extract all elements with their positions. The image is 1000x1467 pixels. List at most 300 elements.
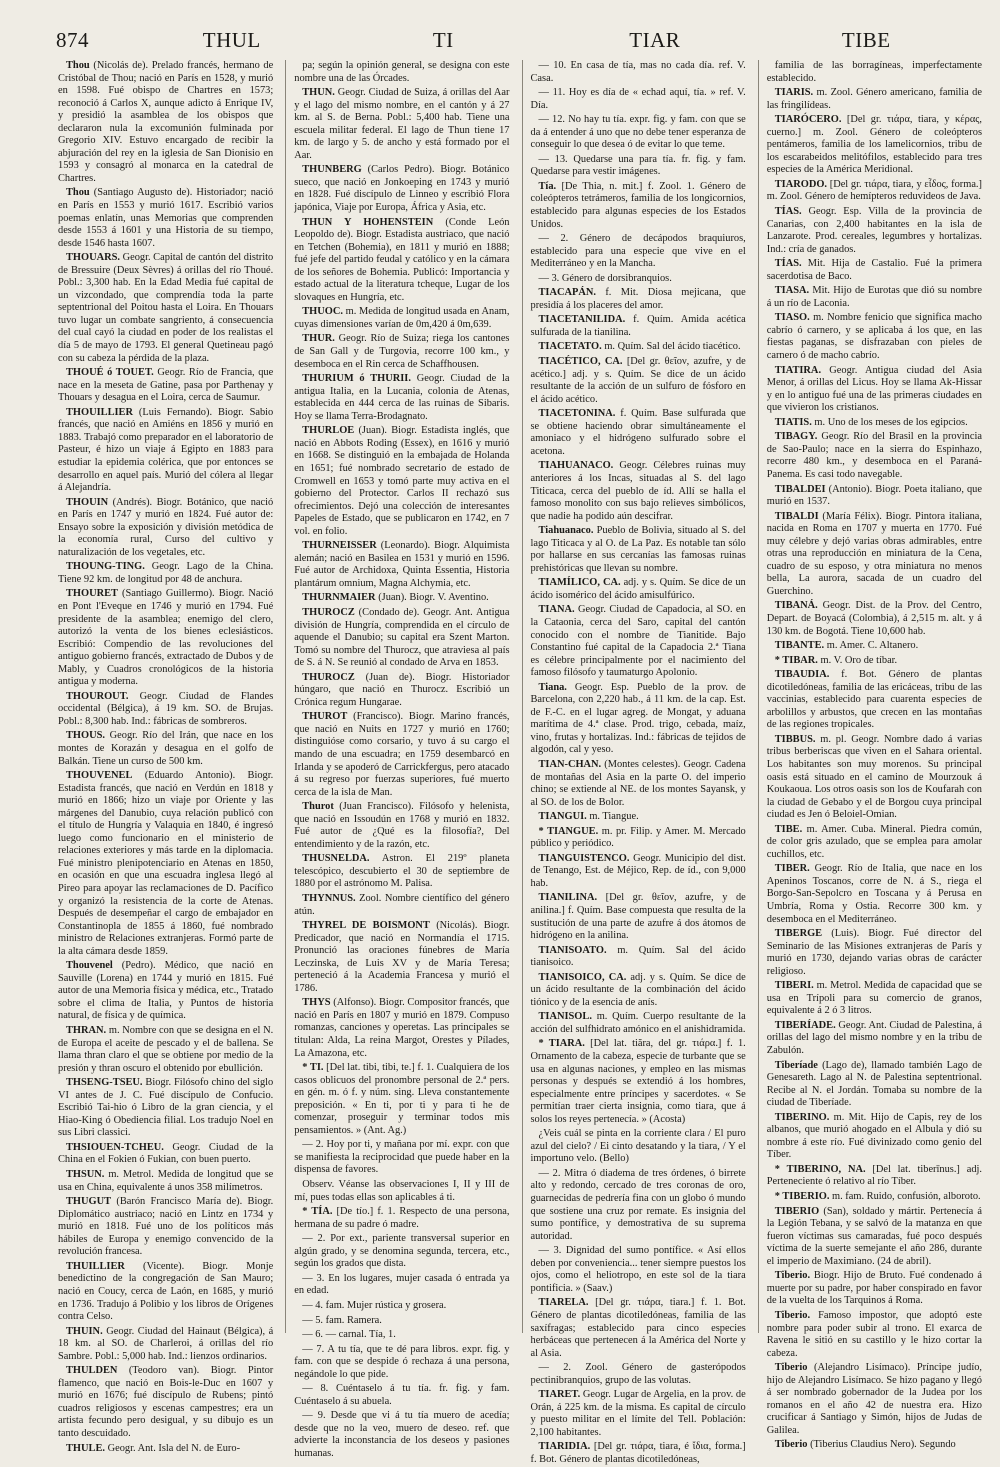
- dictionary-entry: [531, 114, 746, 152]
- dictionary-entry: [767, 655, 982, 668]
- entry-headword: Tiberíade: [774, 1059, 818, 1071]
- entry-headword: TIARODO.: [774, 178, 827, 190]
- dictionary-entry: [58, 1077, 273, 1140]
- entry-headword: TIBALDEI: [774, 483, 826, 495]
- entry-headword: TIACAPÁN.: [538, 287, 596, 299]
- entry-headword: TÍAS.: [774, 258, 802, 270]
- entry-headword: TIBERI.: [774, 980, 814, 992]
- entry-headword: THUROCZ: [302, 671, 355, 683]
- dictionary-entry: [58, 960, 273, 1023]
- entry-headword: THOUARS.: [66, 252, 120, 264]
- entry-headword: * TIBERIO.: [774, 1191, 830, 1203]
- dictionary-entry: [294, 592, 509, 605]
- entry-headword: THUSNELDA.: [302, 853, 370, 865]
- entry-text: m. fam. Ruido, confusión, alboroto.: [832, 1191, 981, 1203]
- dictionary-entry: [58, 691, 273, 729]
- entry-headword: TIARIDIA.: [538, 1441, 591, 1453]
- entry-text: [Del gr. τιάρα, tiara, é ἴδια, forma.] f. Bot. Género de plantas dicotiledóneas,: [530, 1441, 746, 1465]
- entry-headword: TIATIS.: [774, 416, 812, 428]
- entry-headword: THSIOUEN-TCHEU.: [66, 1141, 164, 1153]
- entry-text: m. Medida de longitud usada en Anam, cuyas dimensiones varían de 0m,420 á 0m,639.: [294, 306, 510, 330]
- guide-word-2: TI: [432, 28, 454, 52]
- dictionary-entry: [58, 1196, 273, 1259]
- dictionary-entry: [531, 811, 746, 824]
- dictionary-entry: [767, 114, 982, 177]
- dictionary-entry: [58, 1261, 273, 1324]
- entry-headword: THURLOE: [302, 425, 355, 437]
- dictionary-entry: [294, 1206, 509, 1231]
- entry-headword: * TI.: [302, 1062, 324, 1074]
- entry-headword: TIBANTE.: [774, 640, 825, 652]
- entry-headword: THYNNUS.: [302, 893, 356, 904]
- entry-headword: * TIBERINO, NA.: [774, 1163, 866, 1175]
- entry-text: ¿Veis cuál se pinta en la corriente clara / El puro azul del cielo? / Ei cinto desatando y la tiara, / Y el importuno velo. (Bello): [530, 1128, 746, 1165]
- dictionary-entry: [294, 853, 509, 891]
- entry-headword: Tiberio: [774, 1439, 808, 1451]
- guide-word-4: TIBE: [841, 28, 891, 52]
- dictionary-entry: [58, 1326, 273, 1364]
- entry-text: familia de las borragíneas, imperfectamente establecido.: [766, 60, 982, 84]
- entry-headword: THURNEISSER: [302, 540, 377, 552]
- entry-text: m. Mit. Hijo de Capis, rey de los albanos, que murió ahogado en el Albula y dió su nombre á este río. Fué divinizado como genio del Tíber.: [766, 1111, 982, 1161]
- dictionary-entry: [767, 824, 982, 862]
- entry-headword: TIANISOL.: [538, 1011, 592, 1023]
- entry-text: (Nicolás). Biogr. Predicador, que nació en Normandía el 1715. Pronunció las oraciones fúnebres de María Leczinska, de Luis XV y de María Teresa; perteneció á la Academia Francesa y murió el 1786.: [294, 920, 510, 994]
- dictionary-entry: [767, 365, 982, 415]
- entry-headword: THUILLIER: [66, 1260, 125, 1272]
- entry-text: — 2. Género de decápodos braquiuros, establecido para una especie que vive en el Mediterráneo y en la Mancha.: [530, 233, 746, 270]
- entry-headword: THOUVENEL: [66, 770, 133, 782]
- entry-text: (Alejandro Lisímaco). Príncipe judío, hijo de Alejandro Lisímaco. Se hizo pagano y llegó á ser nombrado gobernador de la Judea por los romanos en el año 42 de nuestra era. Hizo crucificar á Santiago y Simón, hijos de Judas de Galilea.: [766, 1362, 982, 1436]
- dictionary-entry: [767, 285, 982, 310]
- entry-text: (Juan). Biogr. Estadista inglés, que nació en Abbots Roding (Essex), en 1616 y murió en 1668. Se distinguió en la embajada de Holanda en 1651; fué nombrado secretario de estado de Cromwell en 1653 y tomó parte muy activa en el gobierno del Protector. Carlos II rechazó sus ofrecimientos. Dejó una colección de interesantes Papeles de Estado, que se publicaron en 1742, en 7 vol. en folio.: [294, 425, 510, 537]
- dictionary-entry: [767, 206, 982, 256]
- entry-text: Biogr. Filósofo chino del siglo VI antes de J. C. Fué discípulo de Confucio. Escribió Tai-hio ó Libro de la gran ciencia, y el Hiao-King ó Obediencia filial. Los tradujo Noel en sus Libri classici.: [58, 1077, 274, 1139]
- entry-text: (Leonardo). Biogr. Alquimista alemán; nació en Basilea en 1531 y murió en 1596. Fué autor de Archidoxa, Quinta Essentia, Historia plantárum omnium, Magna Alchymia, etc.: [294, 540, 510, 589]
- guide-word-3: TIAR: [629, 28, 681, 52]
- dictionary-entry: [767, 1362, 982, 1437]
- entry-text: Geogr. Río de Francia, que nace en la meseta de Gatine, pasa por Parthenay y Thouars y desagua en el Loira, cerca de Saumur.: [58, 367, 274, 404]
- column-1: [58, 60, 274, 1454]
- dictionary-entry: [531, 341, 746, 354]
- entry-headword: THSENG-TSEU.: [66, 1077, 143, 1089]
- dictionary-entry: [767, 600, 982, 638]
- dictionary-entry: [294, 1383, 509, 1408]
- dictionary-entry: [294, 1233, 509, 1271]
- dictionary-entry: [294, 373, 509, 423]
- entry-headword: Tiana.: [538, 681, 567, 693]
- dictionary-entry: [294, 1315, 509, 1328]
- entry-headword: THUROCZ: [302, 606, 355, 618]
- entry-text: — 9. Desde que vi á tu tía muero de acedía; desde que no la veo, muero de deseo. ref. que advierte la inconstancia de los deseos y pasiones humanas.: [294, 1410, 510, 1459]
- dictionary-entry: [531, 525, 746, 575]
- dictionary-entry: [58, 1169, 273, 1194]
- entry-text: m. Quím. Sal del ácido tiacético.: [604, 341, 741, 353]
- dictionary-entry: [531, 1362, 746, 1387]
- entry-headword: Tiberio.: [774, 1309, 811, 1321]
- entry-headword: THYREL DE BOISMONT: [302, 920, 430, 932]
- entry-text: (Carlos Pedro). Biogr. Botánico sueco, que nació en Jonkoeping en 1743 y murió en 1828. Fué discípulo de Linneo y escribió Flora japónica, Viaje por Europa, África y Asia, etc.: [294, 164, 510, 214]
- entry-text: Zool. Nombre científico del género atún.: [294, 893, 510, 917]
- dictionary-entry: [531, 945, 746, 970]
- entry-text: (Barón Francisco María de). Biogr. Diplomático austriaco; nació en Lintz en 1734 y murió en 1818. Fué uno de los políticos más hábiles de Europa y enemigo convencido de la revolución francesa.: [58, 1196, 274, 1258]
- entry-text: (Santiago Guillermo). Biogr. Nació en Pont l'Eveque en 1746 y murió en 1794. Fué presidente de la asamblea; enemigo del clero, autorizó la venta de los bienes eclesiásticos. Escribió: Compendio de las revoluciones del antiguo gobierno francés, extractado de Dubos y de Mably, y Cuadros cronológicos de la historia antigua y moderna.: [58, 588, 274, 688]
- dictionary-entry: [531, 972, 746, 1010]
- dictionary-entry: [767, 1060, 982, 1110]
- entry-headword: TIBANÁ.: [774, 600, 818, 612]
- dictionary-entry: [58, 1025, 273, 1075]
- entry-headword: TIACETANILIDA.: [538, 314, 626, 326]
- dictionary-entry: [294, 1300, 509, 1313]
- entry-text: m. Quím. Sal del ácido tianisoico.: [530, 944, 746, 969]
- entry-text: (Francisco). Biogr. Marino francés, que nació en Nuits en 1727 y murió en 1760; distinguióse como corsario, y tuvo á su cargo el mando de una escuadra; en 1759 desembarcó en Irlanda y se apoderó de Carrickfergus, pero atacado á su regreso por fuerzas superiores, fué muerto cerca de la isla de Man.: [294, 711, 510, 798]
- entry-headword: THOUÉ ó TOUET.: [66, 367, 154, 379]
- entry-text: Geogr. Río de Italia, que nace en los Apeninos Toscanos, corre de N. á S., riega el Borgo-San-Sepolcro en Toscana y á Perusa en Umbría, Roma y Ostia. Recorre 300 km. y desemboca en el Mediterráneo.: [766, 863, 982, 925]
- entry-headword: TIANGUISTENCO.: [538, 852, 630, 864]
- entry-text: m. Quím. Cuerpo resultante de la acción del sulfhidrato amónico en el anishidramida.: [530, 1011, 746, 1035]
- entry-text: — 8. Cuéntaselo á tu tía. fr. fig. y fam. Cuéntaselo á su abuela.: [294, 1383, 510, 1407]
- dictionary-entry: [294, 540, 509, 590]
- dictionary-entry: [58, 252, 273, 365]
- entry-text: — 2. Mitra ó diadema de tres órdenes, ó birrete alto y redondo, cercado de tres coronas de oro, guarnecidas de pedrería fina con un globo ó mundo que sostiene una cruz por remate. Es insignia del sumo pontífice, y demostrativa de su suprema autoridad.: [530, 1167, 746, 1242]
- entry-text: [Del lat. tiăra, del gr. τιάρα.] f. 1. Ornamento de la cabeza, especie de turbante que se usa en algunas naciones, y empleo en las mismas personas y después se extendió á los hombres, especialmente entre príncipes y sacerdotes. « Se permitían traer cierta insignia, como tiara, que á solos los reyes pertenecía. » (Acosta): [530, 1038, 746, 1125]
- entry-text: — 12. No hay tu tía. expr. fig. y fam. con que se da á entender á uno que no debe tener esperanza de conseguir lo que desea ó de evitar lo que teme.: [530, 114, 746, 151]
- dictionary-entry: [531, 604, 746, 679]
- page-number: 874: [56, 28, 89, 52]
- page-header: [56, 28, 972, 58]
- dictionary-entry: [767, 1164, 982, 1189]
- dictionary-entry: [767, 484, 982, 509]
- entry-text: — 7. A tu tía, que te dé para libros. expr. fig. y fam. con que se despide ó rechaza á una persona, negándole lo que pide.: [294, 1343, 510, 1380]
- entry-headword: THURNMAIER: [302, 592, 376, 604]
- dictionary-entry: [767, 1020, 982, 1058]
- entry-headword: TIBER.: [774, 863, 810, 875]
- entry-headword: TIBERIO: [774, 1205, 820, 1217]
- dictionary-entry: [531, 1168, 746, 1243]
- entry-text: (Antonio). Biogr. Poeta italiano, que murió en 1537.: [766, 483, 982, 508]
- entry-text: m. Metrol. Medida de longitud que se usa en China, equivalente á unos 358 milímetros.: [58, 1169, 274, 1193]
- entry-text: [Del gr. τιάρα, tiara, y κέρας, cuerno.] m. Zool. Género de coleópteros pentámeros, familia de los lamelicornios, tribu de los escarabeidos melitófilos, establecido para tres especies de la América Meridional.: [766, 114, 982, 176]
- entry-text: — 4. fam. Mujer rústica y grosera.: [302, 1299, 447, 1311]
- entry-text: (Santiago Augusto de). Historiador; nació en París en 1553 y murió 1617. Escribió varios poemas enlatín, unas Memorias que comprenden desde 1553 á 1601 y una Historia de su tiempo, desde 1546 hasta 1607.: [58, 187, 274, 249]
- entry-text: f. Bot. Género de plantas dicotiledóneas, familia de las ericáceas, tribu de las vaccinias, establecido para cuarenta especies de arbolillos y arbustos, que crecen en las montañas de las regiones tropicales.: [766, 669, 982, 731]
- column-2: [285, 60, 510, 1459]
- dictionary-entry: [294, 1410, 509, 1460]
- dictionary-entry: [767, 431, 982, 481]
- entry-headword: * TIANGUE.: [538, 825, 599, 837]
- dictionary-entry: [767, 1310, 982, 1360]
- entry-headword: THYS: [302, 997, 331, 1009]
- dictionary-entry: [531, 577, 746, 602]
- dictionary-entry: [294, 217, 509, 305]
- entry-text: m. Nombre fenicio que significa macho cabrío ó carnero, y se aplicaba á los que, en las fiestas paganas, se disfrazaban con pieles de carnero ó de macho cabrío.: [766, 312, 982, 362]
- dictionary-entry: [531, 314, 746, 339]
- dictionary-entry: [767, 179, 982, 204]
- entry-text: m. pl. Geogr. Nombre dado á varias tribus berberiscas que viven en el Sahara oriental. Los habitantes son muy morenos. Su principal oasis está situado en el camino de Mourzouk á Koukaoua. Los otros oasis son los de Koufarah con la ciudad de Gebabo y el de Borgou cuya principal ciudad es Jen ó Beloiel-Omian.: [766, 733, 982, 821]
- entry-text: Geogr. Río de Suiza; riega los cantones de San Gall y de Turgovia, recorre 100 km., y desemboca en el Rin cerca de Schaffhousen.: [294, 333, 510, 370]
- entry-headword: TIACETONINA.: [538, 408, 616, 420]
- dictionary-entry: [767, 863, 982, 926]
- dictionary-entry: [531, 1038, 746, 1126]
- entry-text: (Vicente). Biogr. Monje benedictino de la congregación de San Mauro; nació en Coucy, cerca de Laón, en 1685, y murió en 1736. Tradujo á Polibio y los libros de Orígenes contra Celso.: [58, 1260, 274, 1323]
- entry-headword: THUGUT: [66, 1196, 112, 1208]
- entry-headword: Thouvenel: [66, 960, 113, 972]
- entry-headword: Tía.: [538, 180, 557, 192]
- entry-text: — 3. Dignidad del sumo pontífice. « Así ellos deben por conveniencia... tener siempre puestos los ojos, como el heliotropo, en este sol de la tiara pontificia. » (Saav.): [530, 1245, 746, 1294]
- entry-text: — 3. En los lugares, mujer casada ó entrada ya en edad.: [294, 1272, 510, 1297]
- entry-headword: TÍAS.: [774, 206, 802, 218]
- dictionary-entry: [58, 1443, 273, 1456]
- entry-headword: TIAMÍLICO, CA.: [538, 577, 621, 589]
- entry-headword: * TÍA.: [302, 1206, 333, 1218]
- entry-headword: Tiberio.: [774, 1270, 811, 1282]
- entry-text: Geogr. Municipio del dist. de Tenango, Est. de Méjico, Rep. de íd., con 9,000 hab.: [530, 852, 746, 889]
- entry-headword: * TIBAR.: [774, 654, 818, 666]
- dictionary-entry: [531, 233, 746, 271]
- entry-text: Geogr. Río del Brasil en la provincia de Sao-Paulo; nace en la sierra do Espinhazo, recorre 480 km., y desemboca en el Paraná-Panema. Es casi todo navegable.: [766, 431, 982, 480]
- entry-text: (Teodoro van). Biogr. Pintor flamenco, que nació en Bois-le-Duc en 1607 y murió en 1676; fué discípulo de Rubens; pintó cuadros religiosos y escenas campestres; era un artista fecundo pero desigual, y su dibujo es un tanto descuidado.: [58, 1365, 274, 1439]
- dictionary-entry: [294, 607, 509, 670]
- dictionary-entry: [294, 672, 509, 710]
- dictionary-entry: [531, 1441, 746, 1466]
- dictionary-entry: [531, 1245, 746, 1295]
- entry-text: Geogr. Río del Irán, que nace en los montes de Korazán y desagua en el golfo de Balkán. Tiene un curso de 500 km.: [58, 730, 274, 767]
- entry-headword: TIBBUS.: [774, 733, 816, 745]
- dictionary-entry: [294, 920, 509, 995]
- entry-headword: TIAN-CHAN.: [538, 758, 602, 770]
- entry-text: — 2. Zool. Género de gasterópodos pectinibranquios, grupo de las volutas.: [530, 1362, 746, 1386]
- entry-text: m. Zool. Género americano, familia de las fringilídeas.: [766, 87, 982, 111]
- entry-text: [Del gr. θεῖον, azufre, y de acético.] adj. y s. Quím. Se dice de un ácido resultante de la acción de un sulfuro de fósforo en el ácido acético.: [530, 356, 746, 405]
- entry-headword: TIBERÍADE.: [774, 1019, 836, 1031]
- entry-headword: THOUS.: [66, 730, 105, 742]
- entry-text: Geogr. Antigua ciudad del Asia Menor, á orillas del Licus. Hoy se llama Ak-Hissar y en lo antiguo fué una de las primeras ciudades en que vivieron los cristianos.: [766, 364, 982, 414]
- entry-text: [De Thia, n. mit.] f. Zool. 1. Género de coleópteros tetrámeros, familia de los longicornios, establecido para algunas especies de los Estados Unidos.: [530, 180, 746, 230]
- entry-headword: TIARÓCERO.: [774, 114, 842, 126]
- entry-text: [Del gr. θεῖον, azufre, y de anilina.] f. Quím. Base compuesta que resulta de la sustitución de una parte de azufre á dos átomos de hidrógeno en la anilina.: [530, 892, 746, 942]
- entry-headword: THSUN.: [66, 1169, 105, 1181]
- dictionary-entry: [531, 408, 746, 458]
- entry-headword: THUN Y HOHENSTEIN: [302, 216, 434, 228]
- dictionary-entry: [767, 417, 982, 430]
- entry-headword: THUIN.: [66, 1325, 103, 1337]
- dictionary-entry: [294, 425, 509, 538]
- entry-text: Geogr. Esp. Pueblo de la prov. de Barcelona, con 2,220 hab., á 11 km. de la cap. Est. de F.-C. en el lugar agreg. de Mongat, y aduana marítima de 4.ª clase. Prod. trigo, cebada, maíz, vino, frutas y hortalizas. Ind.: fábricas de tejidos de algodón, cal y yeso.: [530, 681, 746, 756]
- entry-text: f. Mit. Diosa mejicana, que presidía á los placeres del amor.: [530, 287, 746, 311]
- entry-text: (Juan Francisco). Filósofo y helenista, que nació en Issoudún en 1768 y murió en 1832. Fué autor de ¿Qué es la filosofía?, Del entendimiento y de la razón, etc.: [294, 801, 510, 850]
- dictionary-entry: [531, 181, 746, 231]
- dictionary-entry: [767, 1270, 982, 1308]
- dictionary-entry: [531, 60, 746, 85]
- entry-text: Geogr. Ant. Ciudad de Palestina, á orillas del lago del mismo nombre y en la tribu de Zabulón.: [766, 1019, 982, 1057]
- entry-text: m. Metrol. Medida de capacidad que se usa en Trípoli para su comercio de granos, equivalente á 2 ó 3 litros.: [766, 980, 982, 1017]
- dictionary-entry: [531, 892, 746, 942]
- entry-text: Geogr. Ciudad de Flandes occidental (Bélgica), á 19 km. SO. de Brujas. Pobl.: 8,300 hab. Ind.: fábricas de sombreros.: [58, 690, 274, 727]
- entry-headword: TIANISOATO.: [538, 944, 607, 956]
- entry-headword: TIBERGE: [774, 928, 823, 940]
- entry-text: — 2. Hoy por ti, y mañana por mí. expr. con que se manifiesta la reciprocidad que puede haber en la dispensa de favores.: [294, 1139, 510, 1176]
- dictionary-entry: [531, 682, 746, 757]
- entry-headword: TIARELA.: [538, 1297, 589, 1309]
- entry-text: [Del lat. tibi, tibi, te.] f. 1. Cualquiera de los casos oblicuos del pronombre personal de 2.ª pers. en gén. m. ó f. y núm. sing. Lleva constantemente preposición. « En ti, por ti y para ti he de comenzar, proseguir y terminar todos mis pensamientos. » (Ant. Ag.): [294, 1062, 510, 1136]
- entry-headword: TIAHUANACO.: [538, 460, 614, 472]
- entry-text: Mit. Hija de Castalio. Fué la primera sacerdotisa de Baco.: [766, 258, 982, 282]
- entry-headword: THULE.: [66, 1442, 105, 1454]
- entry-text: Geogr. Lago de la China. Tiene 92 km. de longitud por 48 de anchura.: [58, 561, 274, 585]
- entry-headword: Thou: [66, 187, 90, 199]
- entry-text: m. Uno de los meses de los egipcios.: [814, 416, 968, 428]
- entry-headword: TIANGUI.: [538, 811, 587, 823]
- entry-text: adj. y s. Quím. Se dice de un ácido resultante de la combinación del ácido tiónico y de la esencia de anís.: [530, 971, 746, 1008]
- entry-headword: TIASO.: [774, 312, 810, 324]
- dictionary-entry: [767, 1112, 982, 1162]
- dictionary-entry: [294, 711, 509, 799]
- entry-text: (Lago de), llamado también Lago de Genesareth. Lago al N. de Palestina septentrional. Recibe al N. el Jordán. Tomaba su nombre de la ciudad de Tiberíade.: [766, 1059, 982, 1109]
- dictionary-entry: [58, 60, 273, 185]
- dictionary-entry: [767, 669, 982, 732]
- entry-text: — 5. fam. Ramera.: [302, 1314, 382, 1326]
- entry-headword: TIANILINA.: [538, 892, 598, 904]
- dictionary-entry: [767, 928, 982, 978]
- entry-headword: TIARET.: [538, 1389, 581, 1401]
- entry-text: (Alfonso). Biogr. Compositor francés, que nació en París en 1807 y murió en 1879. Compuso romanzas, canciones y operetas. Las principales se titulan: Alda, La reina Margot, Orestes y Pílades, La Amazona, etc.: [294, 997, 510, 1059]
- entry-text: Geogr. Ciudad de la China en el Fokien ó Fukian, con buen puerto.: [58, 1141, 274, 1166]
- entry-text: Geogr. Ciudad de Suiza, á orillas del Aar y el lago del mismo nombre, en el cantón y á 27 km. al S. de Berna. Pobl.: 5,400 hab. Tiene una escuela militar federal. El lago de Thun tiene 17 km. de largo y 5. de ancho y está formado por el Aar.: [294, 87, 510, 161]
- entry-text: Geogr. Esp. Villa de la provincia de Canarias, con 2,400 habitantes en la isla de Lanzarote. Prod. cereales, legumbres y hortalizas. Ind.: cría de ganados.: [766, 206, 982, 255]
- dictionary-entry: [531, 87, 746, 112]
- entry-text: Biogr. Hijo de Bruto. Fué condenado á muerte por su padre, por haber conspirado en favor de la vuelta de los Tarquinos á Roma.: [766, 1270, 982, 1307]
- dictionary-entry: [294, 60, 509, 85]
- column-3: [522, 60, 746, 1465]
- dictionary-entry: [294, 164, 509, 214]
- entry-text: (Conde León Leopoldo de). Biogr. Estadista austriaco, que nació en Tetchen (Bohemia), en 1811 y murió en 1888; fué jefe del partido feudal y católico y en la cámara de los señores de Bohemia. Publicó: Importancia y estado actual de la literatura tcheque, Lugar de los slovaques en Hungría, etc.: [294, 216, 510, 303]
- dictionary-entry: [531, 273, 746, 286]
- entry-headword: THUR.: [302, 333, 335, 345]
- dictionary-entry: [531, 759, 746, 809]
- entry-headword: * TIARA.: [538, 1038, 585, 1050]
- entry-text: (María Félix). Biogr. Pintora italiana, nacida en Roma en 1707 y muerta en 1770. Fué muy célebre y dejó varias obras admirables, entre otras una reproducción en miniatura de la Cena, cuadro de su esposo, y otra miniatura no menos bella, La aurora, sacada de un cuadro del Guerchino.: [766, 510, 982, 597]
- entry-headword: THOUIN: [66, 496, 109, 508]
- column-4: [758, 60, 982, 1451]
- entry-headword: TIBALDI: [774, 510, 819, 522]
- dictionary-entry: [767, 1439, 982, 1452]
- entry-headword: THRAN.: [66, 1025, 107, 1037]
- entry-headword: THOURET: [66, 588, 118, 600]
- entry-text: (Luis Fernando). Biogr. Sabio francés, que nació en Amiéns en 1856 y murió en 1883. Trabajó como preparador en el laboratorio de Pasteur, é hizo un viaje á Egipto en 1883 para estudiar la epidemia colérica, que por entonces se desarrollo en aquel país. Murió del cólera al llegar á Alejandría.: [58, 406, 274, 494]
- entry-text: m. Nombre con que se designa en el N. de Europa el aceite de pescado y el de ballena. Se llama thran claro el que se obtiene por medio de la presión y thran oscuro el obtenido por ebullición.: [58, 1025, 274, 1074]
- dictionary-entry: [294, 1273, 509, 1298]
- entry-headword: THUN.: [302, 87, 335, 99]
- entry-headword: THOUROUT.: [66, 690, 129, 702]
- columns: [58, 60, 982, 1465]
- entry-text: — 11. Hoy es día de « echad aquí, tía. » ref. V. Día.: [530, 87, 746, 111]
- entry-text: (Andrés). Biogr. Botánico, que nació en París en 1747 y murió en 1824. Fué autor de: Ensayo sobre la exposición y división metódica de la economía rural, Curso del cultivo y naturalización de los vegetales, etc.: [58, 496, 274, 558]
- dictionary-entry: [294, 87, 509, 162]
- entry-text: m. V. Oro de tíbar.: [820, 654, 898, 666]
- entry-headword: THOUILLIER: [66, 406, 133, 418]
- entry-text: Geogr. Ciudad de la antigua Italia, en la Lucania, colonia de Atenas, establecida en 444 cerca de las ruinas de Sibaris. Hoy se llama Terra-Brodagnato.: [294, 373, 510, 422]
- entry-text: Geogr. Dist. de la Prov. del Centro, Depart. de Boyacá (Colombia), á 2,515 m. alt. y á 130 km. de Bogotá. Tiene 10,600 hab.: [766, 600, 982, 637]
- dictionary-entry: [531, 853, 746, 891]
- entry-headword: THULDEN: [66, 1365, 118, 1377]
- entry-text: (Luis). Biogr. Fué director del Seminario de las Misiones extranjeras de París y murió en 1730, dejando varias obras de carácter religioso.: [766, 928, 982, 977]
- dictionary-entry: [294, 1329, 509, 1342]
- entry-text: (Juan de). Biogr. Historiador húngaro, que nació en Thurocz. Escribió un Crónica regum Hungarae.: [294, 671, 510, 708]
- entry-text: m. Amer. C. Altanero.: [826, 640, 919, 652]
- dictionary-entry: [294, 1344, 509, 1382]
- entry-headword: THUROT: [302, 711, 348, 723]
- entry-text: [Del lat. tiberīnus.] adj. Perteneciente ó relativo al río Tíber.: [766, 1163, 982, 1188]
- entry-text: m. Tiangue.: [589, 811, 639, 823]
- entry-text: [De tío.] f. 1. Respecto de una persona, hermana de su padre ó madre.: [294, 1206, 510, 1230]
- entry-headword: TIBAGY.: [774, 431, 818, 443]
- entry-headword: Thurot: [302, 801, 334, 813]
- entry-text: — 13. Quedarse una para tía. fr. fig. y fam. Quedarse para vestir imágenes.: [530, 153, 746, 178]
- dictionary-entry: [531, 287, 746, 312]
- entry-headword: TIATIRA.: [774, 364, 822, 376]
- entry-text: Observ. Véanse las observaciones I, II y III de mí, pues todas ellas son aplicables á ti.: [294, 1179, 510, 1203]
- entry-text: (Montes celestes). Geogr. Cadena de montañas del Asia en la parte O. del imperio chino; se extiende al NE. de los montes Sayansk, y al SO. de los de Bolor.: [530, 758, 746, 808]
- dictionary-entry: [58, 497, 273, 560]
- dictionary-entry: [294, 801, 509, 851]
- entry-text: Geogr. Capital de cantón del distrito de Bressuire (Deux Sèvres) á orillas del río Thoué. Pobl.: 3,300 hab. En la Edad Media fué capital de un vizcondado, que comprendía toda la parte septentrional del Poitou hasta el Loira. En Thouars tuvo lugar un combate sangriento, á consecuencia del cual cayó la ciudad en poder de los realistas el día 5 de mayo de 1793. El general Quetineau pagó con su cabeza la pérdida de la plaza.: [58, 252, 274, 364]
- dictionary-entry: [767, 511, 982, 599]
- dictionary-entry: [531, 154, 746, 179]
- entry-headword: Thou: [66, 60, 90, 71]
- dictionary-entry: [58, 730, 273, 768]
- dictionary-entry: [294, 1062, 509, 1137]
- dictionary-entry: [58, 561, 273, 586]
- entry-headword: TIANA.: [538, 604, 575, 616]
- entry-text: Geogr. Lugar de Argelia, en la prov. de Orán, á 225 km. de la misma. Es capital de círculo y puesto militar en el límite del Tell. Población: 2,100 habitantes.: [530, 1389, 746, 1438]
- dictionary-entry: [767, 258, 982, 283]
- dictionary-entry: [58, 407, 273, 495]
- dictionary-entry: [58, 1142, 273, 1167]
- dictionary-entry: [294, 1139, 509, 1177]
- entry-headword: TIBERINO.: [774, 1111, 830, 1123]
- dictionary-entry: [294, 997, 509, 1060]
- entry-text: — 2. Por ext., pariente transversal superior en algún grado, y se denomina segunda, tercera, etc., según los grados que dista.: [294, 1233, 510, 1270]
- entry-headword: TIANISOICO, CA.: [538, 971, 627, 983]
- entry-text: (Tiberius Claudius Nero). Segundo: [810, 1439, 956, 1451]
- dictionary-entry: [767, 1191, 982, 1204]
- dictionary-entry: [767, 980, 982, 1018]
- dictionary-entry: [531, 1389, 746, 1439]
- dictionary-entry: [58, 187, 273, 250]
- entry-text: m. pr. Filip. y Amer. M. Mercado público y periódico.: [530, 825, 746, 850]
- dictionary-entry: [531, 1128, 746, 1166]
- dictionary-entry: [531, 1297, 746, 1360]
- entry-text: [Del gr. τιάρα, tiara, y εἶδος, forma.] m. Zool. Género de hemípteros reduvideos de Java.: [766, 178, 982, 203]
- dictionary-entry: [531, 460, 746, 523]
- entry-text: Geogr. Ant. Isla del N. de Euro-: [107, 1442, 241, 1454]
- entry-text: f. Quím. Amida acética sulfurada de la tianilina.: [530, 314, 746, 338]
- entry-text: (Eduardo Antonio). Biogr. Estadista francés, que nació en Verdún en 1818 y murió en 1866; hizo un viaje por Oriente y las márgenes del Danubio, cuya relación publicó con el título de Hungría y Valaquia en 1840, é ingresó luego como funcionario en el ministerio de relaciones exteriores y más tarde en la diplomacia. Fué ministro plenipotenciario en Atenas en 1850, en ocasión en que una escuadra inglesa llegó al Pireo para apoyar las reclamaciones de D. Pacífico y organizó la resistencia de la corte de Atenas. Después de desempeñar el cargo de embajador en Constantinopla de 1855 á 1860, fué nombrado ministro de Relaciones extranjeras. Formó parte de la alta cámara desde 1859.: [58, 770, 274, 957]
- entry-text: adj. y s. Quím. Se dice de un ácido isomérico del ácido amisulfúrico.: [530, 577, 746, 601]
- dictionary-entry: [58, 367, 273, 405]
- dictionary-entry: [767, 734, 982, 822]
- entry-text: m. Amer. Cuba. Mineral. Piedra común, de color gris azulado, que se emplea para amolar cuchillos, etc.: [766, 823, 982, 860]
- dictionary-entry: [531, 356, 746, 406]
- entry-headword: TIASA.: [774, 285, 810, 297]
- entry-headword: TIBE.: [774, 823, 803, 835]
- dictionary-entry: [767, 640, 982, 653]
- entry-text: Geogr. Ciudad de Capadocia, al SO. en la Cataonia, cerca del Saro, capital del cantón conocido con el nombre de Tianitide. Bajo Constantino fué capital de la Capadocia 2.ª Tiana es célebre principalmente por el nacimiento del famoso filósofo y taumaturgo Apolonio.: [530, 604, 746, 679]
- guide-word-1: THUL: [202, 28, 261, 52]
- dictionary-entry: [58, 588, 273, 688]
- entry-headword: Tiahuanaco.: [538, 525, 594, 537]
- dictionary-entry: [767, 60, 982, 85]
